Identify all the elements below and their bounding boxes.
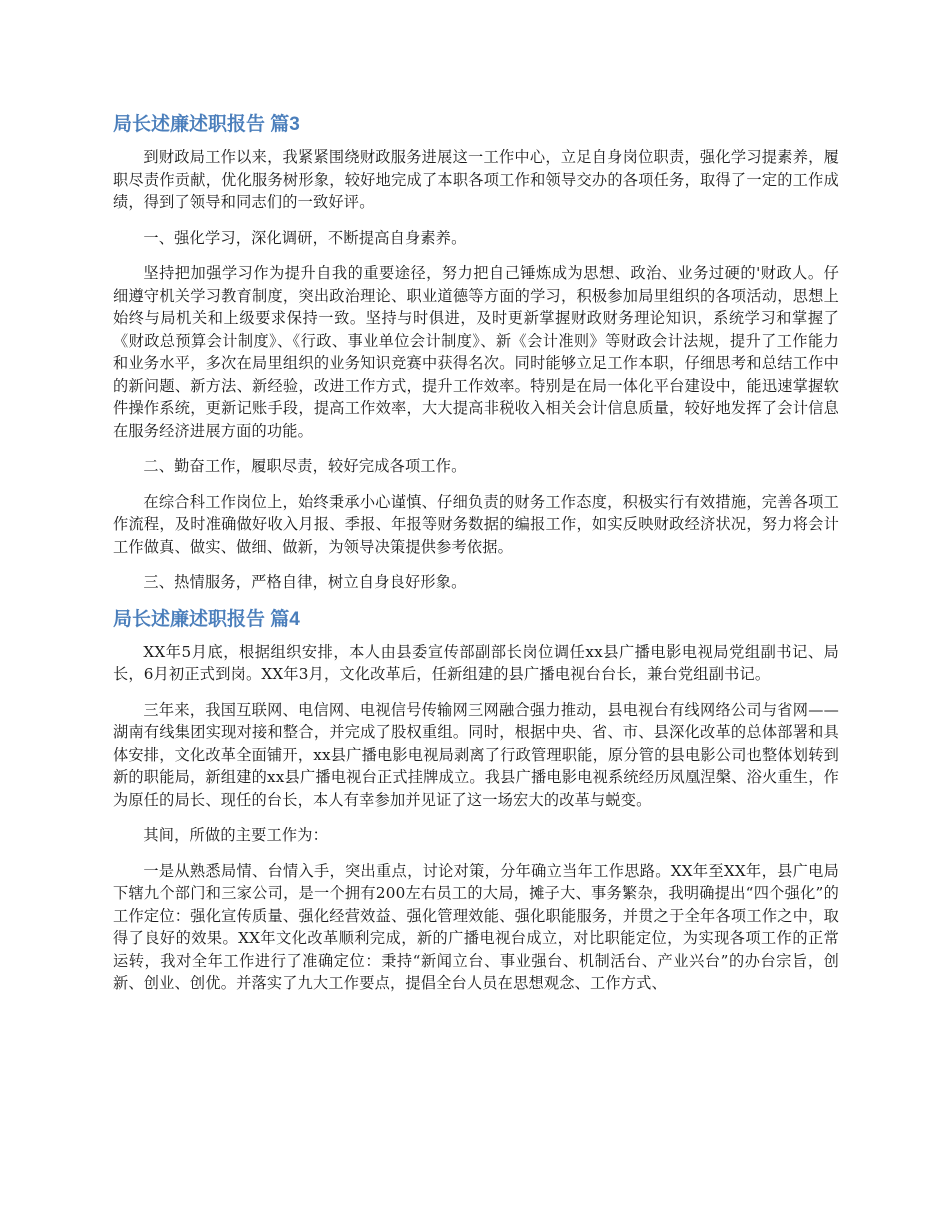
paragraph: 到财政局工作以来，我紧紧围绕财政服务进展这一工作中心，立足自身岗位职责，强化学习提素养，履职尽责作贡献，优化服务树形象，较好地完成了本职各项工作和领导交办的各项任务，取得了一定的工作成绩，得到了领导和同志们的一致好评。 [113, 148, 839, 211]
paragraph: 三、热情服务，严格自律，树立自身良好形象。 [143, 573, 467, 591]
paragraph: 二、勤奋工作，履职尽责，较好完成各项工作。 [143, 457, 467, 475]
paragraph: 其间，所做的主要工作为： [143, 826, 329, 844]
paragraph: 在综合科工作岗位上，始终秉承小心谨慎、仔细负责的财务工作态度，积极实行有效措施，完善各项工作流程，及时准确做好收入月报、季报、年报等财务数据的编报工作，如实反映财政经济状况，努力将会计工作做真、做实、做细、做新，为领导决策提供参考依据。 [113, 492, 839, 556]
section-title-3: 局长述廉述职报告 篇3 [113, 114, 300, 135]
document-page [113, 112, 839, 1008]
paragraph: 坚持把加强学习作为提升自我的重要途径，努力把自己锤炼成为思想、政治、业务过硬的'财政人。仔细遵守机关学习教育制度，突出政治理论、职业道德等方面的学习，积极参加局里组织的各项活动，思想上始终与局机关和上级要求保持一致。坚持与时俱进，及时更新掌握财政财务理论知识，系统学习和掌握了《财政总预算会计制度》、《行政、事业单位会计制度》、新《会计准则》等财政会计法规，提升了工作能力和业务水平，多次在局里组织的业务知识竞赛中获得名次。同时能够立足工作本职，仔细思考和总结工作中的新问题、新方法、新经验，改进工作方式，提升工作效率。特别是在局一体化平台建设中，能迅速掌握软件操作系统，更新记账手段，提高工作效率，大大提高非税收入相关会计信息质量，较好地发挥了会计信息在服务经济进展方面的功能。 [113, 264, 839, 440]
paragraph: XX年5月底，根据组织安排，本人由县委宣传部副部长岗位调任xx县广播电影电视局党组副书记、局长，6月初正式到岗。XX年3月，文化改革后，任新组建的县广播电视台台长，兼台党组副书记。 [113, 642, 839, 683]
paragraph: 一、强化学习，深化调研，不断提高自身素养。 [143, 228, 467, 247]
section-title-4: 局长述廉述职报告 篇4 [113, 608, 300, 630]
paragraph: 一是从熟悉局情、台情入手，突出重点，讨论对策，分年确立当年工作思路。XX年至XX年，县广电局下辖九个部门和三家公司，是一个拥有200左右员工的大局，摊子大、事务繁杂，我明确提出“四个强化”的工作定位：强化宣传质量、强化经营效益、强化管理效能、强化职能服务，并贯之于全年各项工作之中，取得了良好的效果。XX年文化改革顺利完成，新的广播电视台成立，对比职能定位，为实现各项工作的正常运转，我对全年工作进行了准确定位：秉持“新闻立台、事业强台、机制活台、产业兴台”的办台宗旨，创新、创业、创优。并落实了九大工作要点，提倡全台人员在思想观念、工作方式、 [113, 861, 839, 992]
paragraph: 三年来，我国互联网、电信网、电视信号传输网三网融合强力推动，县电视台有线网络公司与省网——湖南有线集团实现对接和整合，并完成了股权重组。同时，根据中央、省、市、县深化改革的总体部署和具体安排，文化改革全面铺开，xx县广播电影电视局剥离了行政管理职能，原分管的县电影公司也整体划转到新的职能局，新组建的xx县广播电视台正式挂牌成立。我县广播电影电视系统经历凤凰涅槃、浴火重生，作为原任的局长、现任的台长，本人有幸参加并见证了这一场宏大的改革与蜕变。 [113, 700, 839, 809]
